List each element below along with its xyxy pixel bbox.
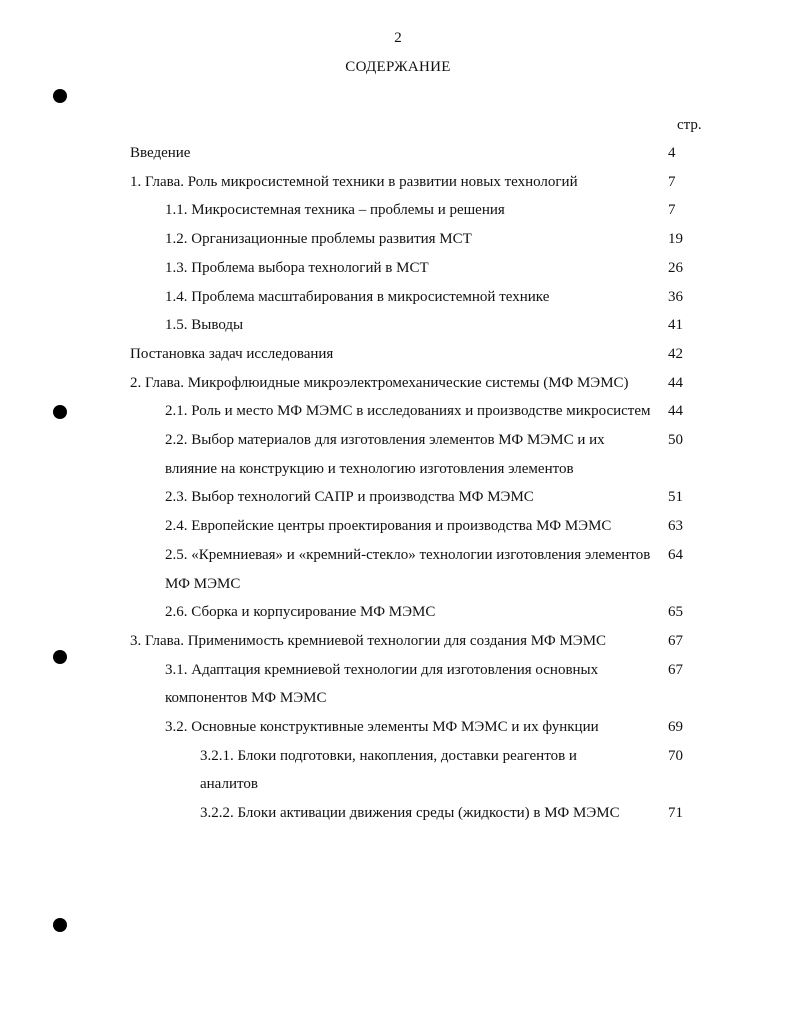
toc-entry-page: 7	[668, 173, 676, 190]
toc-entry-title: 1. Глава. Роль микросистемной техники в развитии новых технологий	[130, 173, 578, 190]
toc-entry-page: 65	[668, 604, 683, 621]
page-column-label: стр.	[677, 117, 702, 133]
toc-entry-page: 67	[668, 661, 683, 678]
toc-entry-title: 1.2. Организационные проблемы развития МСТ	[165, 231, 472, 248]
toc-entry-2-1	[0, 397, 796, 426]
toc-entry-page: 44	[668, 374, 683, 391]
toc-entry-2-2	[0, 426, 796, 483]
toc-entry-title: 1.5. Выводы	[165, 317, 244, 334]
toc-entry-title: 2.4. Европейские центры проектирования и производства МФ МЭМС	[165, 518, 612, 535]
toc-entry-problem-statement	[0, 340, 796, 369]
page-number: 2	[394, 30, 402, 46]
toc-entry-3-2	[0, 713, 796, 742]
toc-entry-title: 2.3. Выбор технологий САПР и производства МФ МЭМС	[165, 489, 534, 506]
toc-entry-page: 70	[668, 747, 683, 764]
toc-entry-3-1	[0, 656, 796, 713]
toc-entry-page: 36	[668, 288, 683, 305]
toc-entry-introduction	[0, 139, 796, 168]
punch-hole-icon	[53, 89, 67, 103]
toc-entry-page: 44	[668, 403, 683, 420]
toc-entry-title: 2. Глава. Микрофлюидные микроэлектромеханические системы (МФ МЭМС)	[130, 374, 629, 391]
punch-hole-icon	[53, 918, 67, 932]
toc-entry-3-2-1	[0, 742, 796, 799]
toc-entry-1-1	[0, 196, 796, 225]
toc-entry-title: 3.2. Основные конструктивные элементы МФ МЭМС и их функции	[165, 719, 599, 736]
toc-entry-page: 69	[668, 719, 683, 736]
toc-entry-title: 2.2. Выбор материалов для изготовления элементов МФ МЭМС и их влияние на конструкцию и технологию изготовления элементов	[165, 432, 605, 477]
toc-entry-page: 51	[668, 489, 683, 506]
toc-entry-title: 3.2.2. Блоки активации движения среды (жидкости) в МФ МЭМС	[200, 805, 620, 822]
toc-entry-title: 3.2.1. Блоки подготовки, накопления, доставки реагентов и аналитов	[200, 747, 577, 793]
toc-entry-page: 4	[668, 145, 676, 161]
toc-entry-chapter-2	[0, 369, 796, 398]
toc-entry-chapter-3	[0, 627, 796, 656]
table-of-contents	[0, 139, 796, 828]
toc-entry-page: 71	[668, 805, 683, 822]
toc-entry-title: 2.6. Сборка и корпусирование МФ МЭМС	[165, 604, 436, 621]
toc-entry-2-3	[0, 483, 796, 512]
toc-entry-page: 41	[668, 317, 683, 334]
toc-entry-title: Постановка задач исследования	[130, 345, 334, 362]
toc-entry-page: 63	[668, 518, 683, 535]
toc-entry-1-5	[0, 311, 796, 340]
toc-entry-page: 7	[668, 202, 676, 219]
toc-entry-title: Введение	[130, 145, 191, 161]
toc-entry-title: 1.4. Проблема масштабирования в микросистемной технике	[165, 288, 550, 305]
toc-entry-page: 67	[668, 632, 683, 649]
toc-entry-1-2	[0, 225, 796, 254]
toc-entry-title: 1.1. Микросистемная техника – проблемы и решения	[165, 202, 505, 219]
toc-entry-title: 3.1. Адаптация кремниевой технологии для изготовления основных компонентов МФ МЭМС	[165, 661, 599, 707]
toc-entry-1-4	[0, 283, 796, 312]
toc-entry-2-5	[0, 541, 796, 598]
toc-entry-page: 26	[668, 259, 683, 276]
toc-entry-title: 2.5. «Кремниевая» и «кремний-стекло» технологии изготовления элементов МФ МЭМС	[165, 546, 651, 592]
toc-entry-page: 42	[668, 345, 683, 362]
toc-entry-page: 64	[668, 546, 683, 563]
toc-entry-3-2-2	[0, 799, 796, 828]
toc-entry-title: 1.3. Проблема выбора технологий в МСТ	[165, 259, 429, 276]
toc-entry-title: 2.1. Роль и место МФ МЭМС в исследованиях и производстве микросистем	[165, 403, 651, 420]
toc-entry-1-3	[0, 254, 796, 283]
page-title: СОДЕРЖАНИЕ	[345, 59, 451, 75]
toc-entry-title: 3. Глава. Применимость кремниевой технологии для создания МФ МЭМС	[130, 632, 607, 649]
toc-entry-chapter-1	[0, 168, 796, 197]
toc-entry-2-4	[0, 512, 796, 541]
toc-entry-page: 19	[668, 231, 683, 248]
toc-entry-2-6	[0, 598, 796, 627]
toc-entry-page: 50	[668, 432, 683, 449]
